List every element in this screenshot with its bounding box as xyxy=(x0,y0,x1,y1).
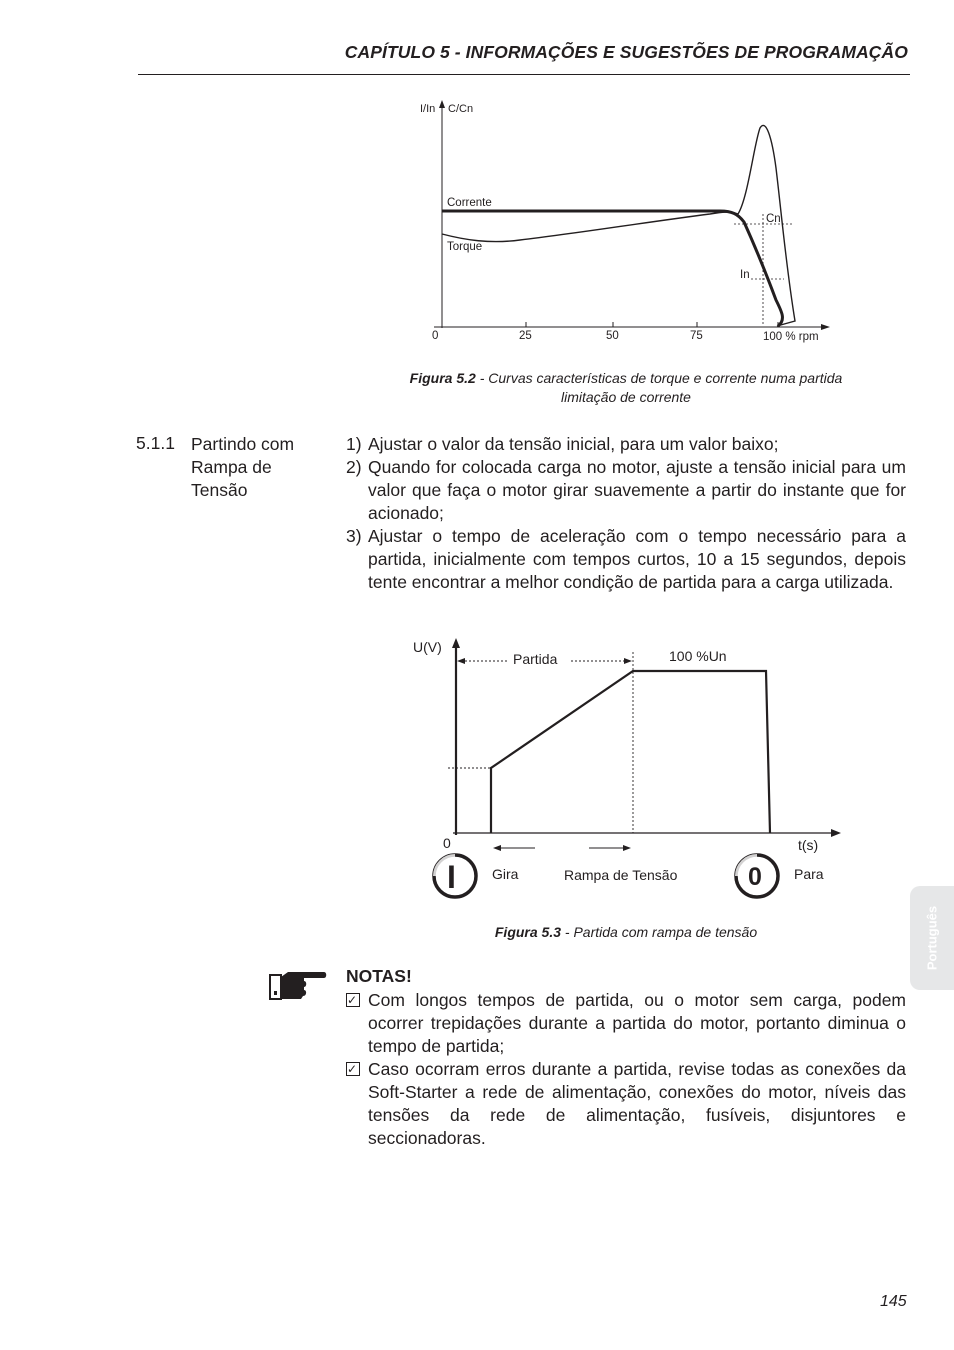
figure-5-2-caption xyxy=(346,369,906,407)
torque-curve xyxy=(442,125,795,326)
x-tick-50: 50 xyxy=(606,330,619,342)
voltage-waveform xyxy=(491,671,770,833)
pointing-hand-icon xyxy=(268,968,328,1002)
stop-symbol: 0 xyxy=(748,863,762,891)
start-button-icon xyxy=(434,855,476,897)
list-item xyxy=(346,456,906,525)
y-axis-arrow xyxy=(439,100,445,108)
step-text: Ajustar o tempo de aceleração com o tempo necessário para a partida, inicialmente com tempos curtos, 10 a 15 segundos, depois tente encontrar a melhor condição de partida para a carga utilizada. xyxy=(368,526,906,592)
note-text: Com longos tempos de partida, ou o motor sem carga, podem ocorrer trepidações durante a partida do motor, portanto diminua o tempo de partida; xyxy=(368,990,906,1056)
caption-label: Figura 5.2 xyxy=(409,370,476,386)
label-100un: 100 %Un xyxy=(669,648,727,664)
notes-list xyxy=(346,989,906,1150)
language-tab xyxy=(910,886,954,990)
caption-text: - Curvas características de torque e corrente numa partida xyxy=(475,370,843,386)
x-label: t(s) xyxy=(798,837,819,853)
step-number: 3) xyxy=(346,526,362,546)
list-item xyxy=(346,989,906,1058)
caption-text: - Partida com rampa de tensão xyxy=(561,924,758,940)
label-para: Para xyxy=(794,866,824,882)
origin-label: 0 xyxy=(443,835,451,851)
y-label: U(V) xyxy=(413,639,442,655)
language-tab-label: Português xyxy=(924,905,940,971)
caption-label: Figura 5.3 xyxy=(494,924,562,940)
x-axis-arrow xyxy=(831,829,841,837)
y-label-ccn: C/Cn xyxy=(448,103,474,115)
x-tick-25: 25 xyxy=(519,330,532,342)
y-axis-arrow xyxy=(452,638,460,648)
section-title: Partindo com Rampa de Tensão xyxy=(191,434,295,500)
figure-5-3-caption xyxy=(346,923,906,942)
x-axis-arrow xyxy=(821,324,830,330)
page-header xyxy=(138,38,910,75)
step-number: 1) xyxy=(346,434,362,454)
page-number: 145 xyxy=(880,1293,907,1310)
checkbox-icon: ✓ xyxy=(346,1062,360,1076)
stop-button-icon xyxy=(736,855,778,897)
label-cn: Cn xyxy=(766,213,781,225)
checkbox-icon: ✓ xyxy=(346,993,360,1007)
figure-5-2-chart xyxy=(420,98,840,348)
label-in: In xyxy=(740,269,750,281)
label-corrente: Corrente xyxy=(447,197,492,209)
label-rampa: Rampa de Tensão xyxy=(564,867,678,883)
caption-text-line2: limitação de corrente xyxy=(561,389,691,405)
label-torque: Torque xyxy=(447,241,483,253)
step-text: Ajustar o valor da tensão inicial, para um valor baixo; xyxy=(368,434,779,454)
step-text: Quando for colocada carga no motor, ajuste a tensão inicial para um valor que faça o motor girar suavemente a partir do instante que for acionado; xyxy=(368,457,906,523)
start-symbol: I xyxy=(447,859,456,895)
notes-title: NOTAS! xyxy=(346,966,412,986)
x-tick-100: 100 % rpm xyxy=(763,331,819,343)
list-item xyxy=(346,525,906,594)
x-tick-75: 75 xyxy=(690,330,703,342)
y-label-iin: I/In xyxy=(420,103,436,115)
section-number: 5.1.1 xyxy=(136,433,175,453)
list-item xyxy=(346,1058,906,1150)
label-gira: Gira xyxy=(492,866,519,882)
steps-list xyxy=(346,433,906,594)
figure-5-3-diagram xyxy=(405,630,850,900)
label-partida: Partida xyxy=(513,651,558,667)
note-text: Caso ocorram erros durante a partida, revise todas as conexões da Soft-Starter a rede de alimentação, conexões do motor, níveis das tensões da rede de alimentação, fusíveis, disjuntores e seccionadoras. xyxy=(368,1059,906,1148)
chapter-title: CAPÍTULO 5 - INFORMAÇÕES E SUGESTÕES DE PROGRAMAÇÃO xyxy=(344,42,908,62)
step-number: 2) xyxy=(346,457,362,477)
list-item xyxy=(346,433,906,456)
x-tick-0: 0 xyxy=(432,330,439,342)
